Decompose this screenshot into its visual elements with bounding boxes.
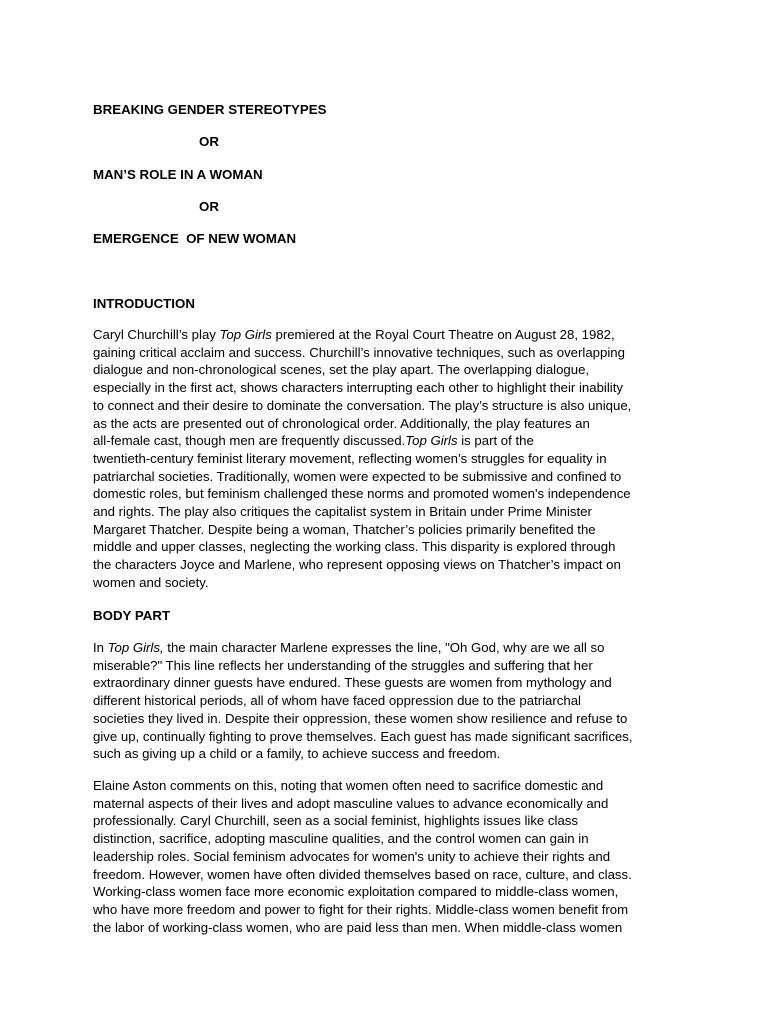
text-run: freedom. However, women have often divided themselves based on race, culture, and class. <box>93 866 632 882</box>
text-run: patriarchal societies. Traditionally, women were expected to be submissive and confined to <box>93 468 622 484</box>
document-page <box>93 0 678 1024</box>
text-line <box>93 521 678 539</box>
title-line-2: MAN’S ROLE IN A WOMAN <box>93 167 263 182</box>
text-line <box>93 901 678 919</box>
text-run: give up, continually fighting to prove themselves. Each guest has made significant sacrifices, <box>93 728 633 744</box>
text-line <box>93 639 678 657</box>
text-line <box>93 415 678 433</box>
text-run: professionally. Caryl Churchill, seen as a social feminist, highlights issues like class <box>93 813 578 829</box>
text-line <box>93 674 678 692</box>
text-run: to connect and their desire to dominate the conversation. The play’s structure is also unique, <box>93 397 632 413</box>
text-line <box>93 919 678 937</box>
introduction-paragraph <box>93 326 678 592</box>
text-line <box>93 450 678 468</box>
text-line <box>93 657 678 675</box>
text-run: Elaine Aston comments on this, noting that women often need to sacrifice domestic and <box>93 778 604 793</box>
text-run: miserable?" This line reflects her understanding of the struggles and suffering that her <box>93 657 593 673</box>
section-heading-body-part: BODY PART <box>93 608 171 623</box>
text-run: leadership roles. Social feminism advocates for women's unity to achieve their rights and <box>93 848 611 864</box>
body-paragraph-1 <box>93 639 678 763</box>
text-run: premiered at the Royal Court Theatre on August 28, 1982, <box>271 327 615 342</box>
text-run: the characters Joyce and Marlene, who represent opposing views on Thatcher’s impact on <box>93 557 621 573</box>
text-run: different historical periods, all of whom have faced oppression due to the patriarchal <box>93 693 581 709</box>
text-line <box>93 795 678 813</box>
text-run: is part of the <box>457 433 534 449</box>
text-line <box>93 830 678 848</box>
title-or-2: OR <box>199 199 219 214</box>
text-run: societies they lived in. Despite their oppression, these women show resilience and refuse to <box>93 710 628 726</box>
text-run: Margaret Thatcher. Despite being a woman, Thatcher’s policies primarily benefited the <box>93 521 596 537</box>
text-run: the labor of working-class women, who are paid less than men. When middle-class women <box>93 919 623 935</box>
text-line <box>93 812 678 830</box>
text-line <box>93 397 678 415</box>
text-line <box>93 379 678 397</box>
text-line <box>93 538 678 556</box>
text-line <box>93 777 678 795</box>
text-run: dialogue and non-chronological scenes, set the play apart. The overlapping dialogue, <box>93 362 590 378</box>
text-run: distinction, sacrifice, adopting masculine qualities, and the control women can gain in <box>93 831 589 847</box>
text-run: maternal aspects of their lives and adopt masculine values to advance economically and <box>93 795 609 811</box>
text-line <box>93 728 678 746</box>
title-line-3: EMERGENCE OF NEW WOMAN <box>93 231 297 246</box>
body-paragraph-2 <box>93 777 678 936</box>
text-line <box>93 432 678 450</box>
text-run: who have more freedom and power to fight for their rights. Middle-class women benefit from <box>93 901 629 917</box>
text-run: gaining critical acclaim and success. Churchill’s innovative techniques, such as overlapping <box>93 344 625 360</box>
text-run: twentieth-century feminist literary movement, reflecting women’s struggles for equality in <box>93 450 607 466</box>
text-line <box>93 883 678 901</box>
text-line <box>93 692 678 710</box>
text-run: women and society. <box>93 574 209 590</box>
text-run: such as giving up a child or a family, to achieve success and freedom. <box>93 746 501 762</box>
italic-title: Top Girls <box>405 433 458 449</box>
text-run: extraordinary dinner guests have endured. These guests are women from mythology and <box>93 675 612 691</box>
text-line <box>93 745 678 763</box>
text-line <box>93 574 678 592</box>
text-run: especially in the first act, shows characters interrupting each other to highlight their inability <box>93 380 623 396</box>
section-heading-introduction: INTRODUCTION <box>93 296 195 311</box>
text-run: as the acts are presented out of chronological order. Additionally, the play features an <box>93 415 590 431</box>
text-line <box>93 361 678 379</box>
text-line <box>93 710 678 728</box>
text-run: middle and upper classes, neglecting the working class. This disparity is explored through <box>93 539 616 555</box>
text-line <box>93 556 678 574</box>
text-line <box>93 468 678 486</box>
text-run: Working-class women face more economic exploitation compared to middle-class women, <box>93 884 619 900</box>
text-line <box>93 848 678 866</box>
italic-title: Top Girls, <box>107 640 164 655</box>
text-run: In <box>93 640 108 655</box>
title-or-1: OR <box>199 134 219 149</box>
text-run: all-female cast, though men are frequently discussed. <box>93 433 406 449</box>
text-run: the main character Marlene expresses the line, "Oh God, why are we all so <box>163 640 605 655</box>
text-run: Caryl Churchill’s play <box>93 327 220 342</box>
text-run: domestic roles, but feminism challenged these norms and promoted women's independence <box>93 486 631 502</box>
text-line <box>93 344 678 362</box>
text-line <box>93 485 678 503</box>
text-line <box>93 866 678 884</box>
text-line <box>93 503 678 521</box>
italic-title: Top Girls <box>219 327 272 342</box>
text-run: and rights. The play also critiques the capitalist system in Britain under Prime Minister <box>93 504 592 520</box>
text-line <box>93 326 678 344</box>
title-line-1: BREAKING GENDER STEREOTYPES <box>93 102 327 117</box>
